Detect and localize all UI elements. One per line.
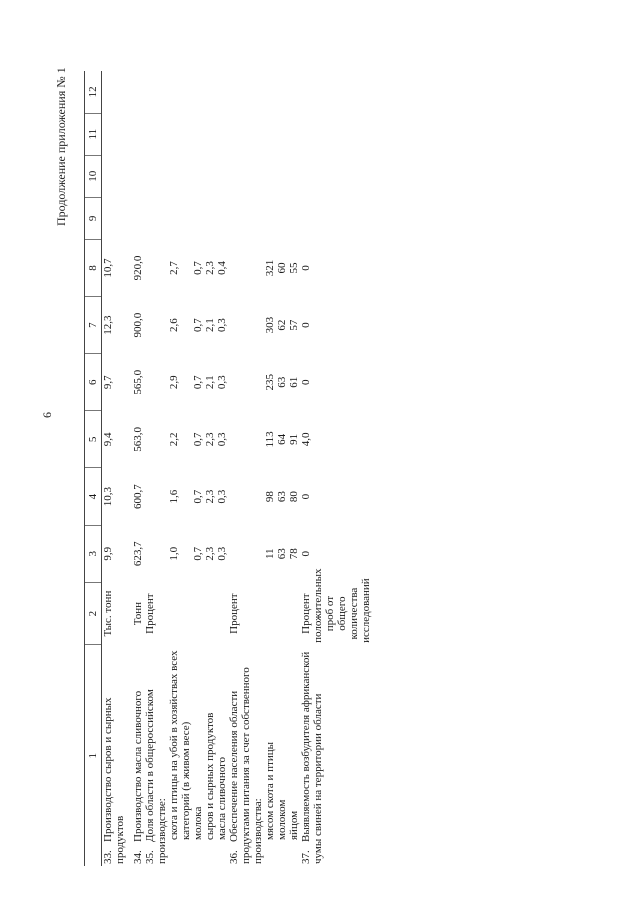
value-cell: 9,7 bbox=[102, 375, 114, 390]
value-cell: 0,3 bbox=[216, 489, 228, 504]
table-subrow bbox=[168, 71, 192, 866]
column-header: 9 bbox=[85, 197, 102, 239]
rotated-table-container bbox=[84, 71, 524, 866]
row-number: 35. bbox=[144, 850, 156, 864]
column-number-row bbox=[85, 71, 102, 866]
row-label-cell bbox=[144, 645, 168, 866]
value-cell: 62 bbox=[276, 319, 288, 331]
table-subrow bbox=[192, 71, 204, 866]
value-cell: 0 bbox=[300, 550, 312, 557]
column-header: 7 bbox=[85, 297, 102, 354]
value-cell: 0 bbox=[300, 322, 312, 328]
column-header: 3 bbox=[85, 525, 102, 582]
value-cell: 0 bbox=[300, 379, 312, 386]
value-cell: 2,3 bbox=[204, 489, 216, 504]
value-cell: 0 bbox=[300, 265, 312, 271]
value-cell: 0,7 bbox=[192, 375, 204, 390]
row-number: 36. bbox=[228, 850, 240, 864]
column-header: 1 bbox=[85, 645, 102, 866]
row-label: Обеспечение населения области продуктами питания за счет собственного производства: bbox=[228, 667, 264, 864]
value-cell: 11 bbox=[264, 548, 276, 560]
value-cell: 303 bbox=[264, 316, 276, 334]
value-cell: 0,4 bbox=[216, 261, 228, 275]
value-cell: 98 bbox=[264, 491, 276, 503]
table-subrow bbox=[276, 71, 288, 866]
table-subrow bbox=[288, 71, 300, 866]
subrow-label: скота и птицы на убой в хозяйствах всех категорий (в живом весе) bbox=[168, 650, 192, 840]
value-cell: 0,7 bbox=[192, 318, 204, 332]
subrow-label: сыров и сырных продуктов bbox=[204, 712, 216, 840]
row-label-cell bbox=[228, 645, 264, 866]
value-cell: 900,0 bbox=[132, 312, 144, 338]
value-cell: 0,3 bbox=[216, 432, 228, 447]
value-cell: 12,3 bbox=[102, 315, 114, 335]
value-cell: 600,7 bbox=[132, 484, 144, 509]
value-cell: 0,7 bbox=[192, 489, 204, 504]
indicators-table bbox=[84, 71, 372, 866]
subrow-label: яйцом bbox=[288, 810, 300, 840]
column-header: 2 bbox=[85, 582, 102, 645]
row-label: Производство сыров и сырных продуктов bbox=[102, 697, 126, 864]
row-label: Выявляемость возбудителя африканской чумы свиней на территории области bbox=[300, 651, 324, 864]
value-cell: 2,1 bbox=[204, 375, 216, 390]
row-number: 34. bbox=[132, 850, 144, 864]
column-header: 11 bbox=[85, 113, 102, 155]
unit-cell: Процент bbox=[228, 593, 240, 634]
value-cell: 2,3 bbox=[204, 261, 216, 275]
value-cell: 78 bbox=[288, 548, 300, 560]
value-cell: 0,3 bbox=[216, 546, 228, 561]
value-cell: 2,1 bbox=[204, 318, 216, 332]
value-cell: 321 bbox=[264, 259, 276, 277]
subrow-label: мясом скота и птицы bbox=[264, 742, 276, 840]
value-cell: 2,7 bbox=[168, 261, 180, 275]
value-cell: 10,3 bbox=[102, 486, 114, 507]
row-label-cell bbox=[132, 645, 144, 866]
value-cell: 1,0 bbox=[168, 546, 180, 561]
value-cell: 10,7 bbox=[102, 258, 114, 278]
table-row bbox=[300, 71, 372, 866]
value-cell: 61 bbox=[288, 376, 300, 388]
subrow-label: молоком bbox=[276, 799, 288, 840]
subrow-label: масла сливочного bbox=[216, 756, 228, 840]
appendix-continuation-heading: Продолжение приложения № 1 bbox=[54, 67, 68, 226]
value-cell: 235 bbox=[264, 374, 276, 391]
value-cell: 80 bbox=[288, 491, 300, 503]
table-row bbox=[228, 71, 264, 866]
value-cell: 0,7 bbox=[192, 261, 204, 275]
value-cell: 9,4 bbox=[102, 432, 114, 447]
value-cell: 113 bbox=[264, 431, 276, 448]
value-cell: 2,9 bbox=[168, 375, 180, 390]
value-cell: 55 bbox=[288, 262, 300, 274]
row-label-cell bbox=[300, 645, 372, 866]
value-cell: 63 bbox=[276, 376, 288, 388]
column-header: 6 bbox=[85, 354, 102, 411]
value-cell: 0,3 bbox=[216, 375, 228, 390]
value-cell: 63 bbox=[276, 548, 288, 560]
value-cell: 920,0 bbox=[132, 255, 144, 281]
unit-cell: Тыс. тонн bbox=[102, 590, 114, 637]
value-cell: 563,0 bbox=[132, 427, 144, 452]
value-cell: 64 bbox=[276, 433, 288, 445]
value-cell: 0 bbox=[300, 493, 312, 500]
subrow-label: молока bbox=[192, 806, 204, 840]
value-cell: 2,6 bbox=[168, 318, 180, 332]
table-row bbox=[144, 71, 168, 866]
column-header: 10 bbox=[85, 155, 102, 197]
value-cell: 91 bbox=[288, 433, 300, 445]
row-number: 33. bbox=[102, 850, 114, 864]
value-cell: 60 bbox=[276, 262, 288, 274]
column-header: 4 bbox=[85, 468, 102, 525]
column-header: 12 bbox=[85, 71, 102, 113]
value-cell: 565,0 bbox=[132, 369, 144, 395]
unit-cell: Процент bbox=[144, 593, 156, 634]
table-subrow bbox=[216, 71, 228, 866]
value-cell: 623,7 bbox=[132, 541, 144, 567]
value-cell: 0,3 bbox=[216, 318, 228, 332]
row-label: Производство масла сливочного bbox=[132, 690, 144, 842]
row-number: 37. bbox=[300, 850, 312, 864]
value-cell: 2,3 bbox=[204, 432, 216, 447]
row-label-cell bbox=[102, 645, 127, 866]
column-header: 8 bbox=[85, 239, 102, 296]
value-cell: 2,3 bbox=[204, 546, 216, 561]
table-subrow bbox=[264, 71, 276, 866]
table-row bbox=[132, 71, 144, 866]
value-cell: 4,0 bbox=[300, 432, 312, 447]
value-cell: 1,6 bbox=[168, 489, 180, 504]
unit-cell: Тонн bbox=[132, 602, 144, 626]
value-cell: 9,9 bbox=[102, 546, 114, 561]
page-number: 6 bbox=[40, 412, 54, 418]
column-header: 5 bbox=[85, 411, 102, 468]
value-cell: 2,2 bbox=[168, 432, 180, 447]
row-label: Доля области в общероссийском производстве: bbox=[144, 689, 168, 864]
value-cell: 57 bbox=[288, 319, 300, 331]
value-cell: 0,7 bbox=[192, 546, 204, 561]
table-subrow bbox=[204, 71, 216, 866]
unit-cell: Процент положительных проб от общего количества исследований bbox=[300, 568, 372, 643]
value-cell: 63 bbox=[276, 491, 288, 503]
table-row bbox=[102, 71, 127, 866]
value-cell: 0,7 bbox=[192, 432, 204, 447]
